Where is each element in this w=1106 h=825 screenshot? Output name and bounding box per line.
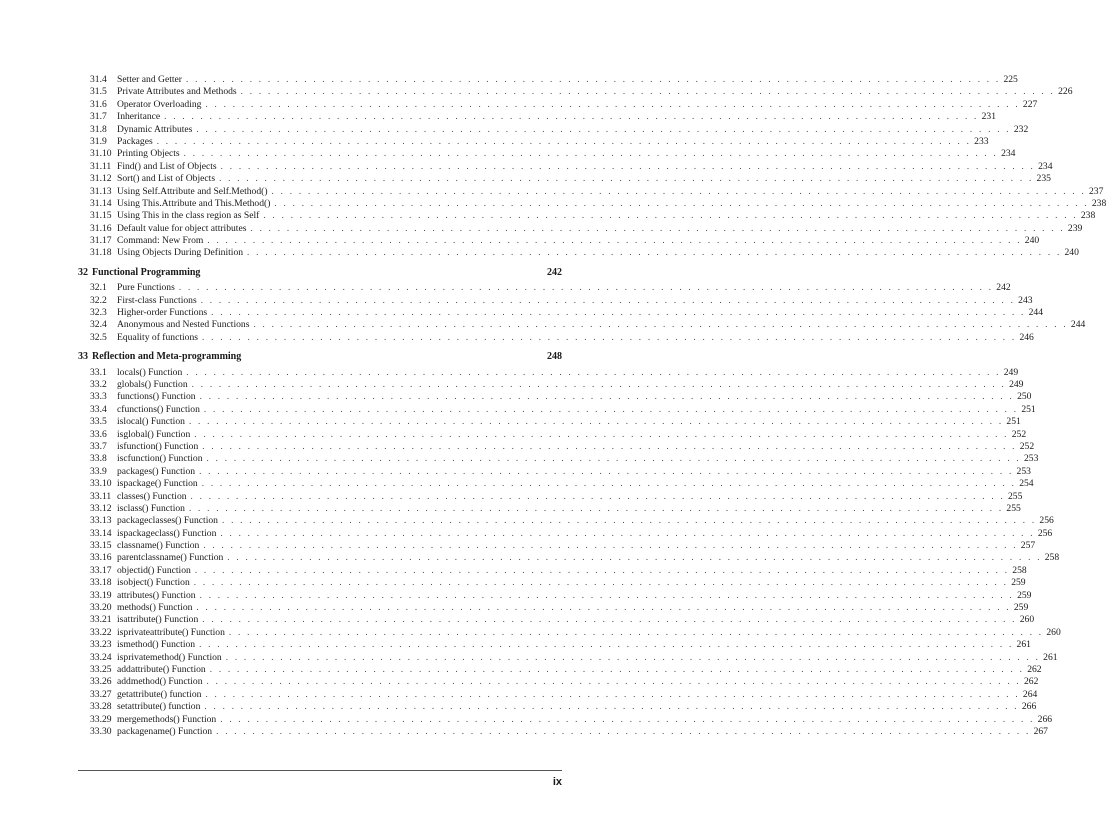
toc-title: Equality of functions — [117, 331, 198, 343]
toc-title: iscfunction() Function — [117, 453, 203, 465]
toc-leader-dots: . . . . . . . . . . . . . . . . . . . . . . . . . . . . . . . . . . . . . . . . . . . . . . . . . . . . . . . . . . . . . . . . . . . . . . . . . . . . . . . . . . . . . . . . . . — [206, 676, 1021, 687]
toc-title: ismethod() Function — [117, 639, 196, 651]
toc-leader-dots: . . . . . . . . . . . . . . . . . . . . . . . . . . . . . . . . . . . . . . . . . . . . . . . . . . . . . . . . . . . . . . . . . . . . . . . . . . . . . . . . . . . . . . . . . . — [191, 378, 1007, 389]
toc-title: isglobal() Function — [117, 428, 191, 440]
toc-number: 33.13 — [90, 515, 112, 527]
toc-number: 33.22 — [90, 626, 112, 638]
toc-leader-dots: . . . . . . . . . . . . . . . . . . . . . . . . . . . . . . . . . . . . . . . . . . . . . . . . . . . . . . . . . . . . . . . . . . . . . . . . . . . . . . . . . . . . . . . . . . — [271, 185, 1086, 196]
toc-entry[interactable] — [78, 147, 1016, 160]
toc-leader-dots: . . . . . . . . . . . . . . . . . . . . . . . . . . . . . . . . . . . . . . . . . . . . . . . . . . . . . . . . . . . . . . . . . . . . . . . . . . . . . . . . . . . . . . . . . . — [221, 515, 1037, 526]
toc-entry[interactable] — [78, 246, 1079, 259]
toc-leader-dots: . . . . . . . . . . . . . . . . . . . . . . . . . . . . . . . . . . . . . . . . . . . . . . . . . . . . . . . . . . . . . . . . . . . . . . . . . . . . . . . . . . . . . . . . . . — [216, 725, 1031, 736]
toc-leader-dots: . . . . . . . . . . . . . . . . . . . . . . . . . . . . . . . . . . . . . . . . . . . . . . . . . . . . . . . . . . . . . . . . . . . . . . . . . . . . . . . . . . . . . . . . . . — [204, 701, 1019, 712]
toc-entry[interactable] — [78, 197, 1106, 209]
toc-title: isclass() Function — [117, 502, 185, 514]
toc-title: Inheritance — [117, 111, 161, 123]
toc-number: 32.1 — [90, 282, 107, 294]
toc-entry[interactable] — [78, 172, 1051, 185]
toc-leader-dots: . . . . . . . . . . . . . . . . . . . . . . . . . . . . . . . . . . . . . . . . . . . . . . . . . . . . . . . . . . . . . . . . . . . . . . . . . . . . . . . . . . . . . . . . . . — [263, 210, 1078, 221]
toc-page-number: 267 — [1033, 725, 1048, 737]
toc-number: 31.11 — [90, 160, 112, 172]
toc-entry[interactable] — [78, 465, 1031, 477]
toc-entry[interactable] — [78, 85, 1073, 98]
toc-number: 33.28 — [90, 701, 112, 713]
toc-leader-dots: . . . . . . . . . . . . . . . . . . . . . . . . . . . . . . . . . . . . . . . . . . . . . . . . . . . . . . . . . . . . . . . . . . . . . . . . . . . . . . . . . . . . . . . . . . — [206, 453, 1021, 464]
toc-title: parentclassname() Function — [117, 552, 224, 564]
toc-page-number: 251 — [1021, 403, 1036, 415]
toc-page-number: 249 — [1003, 366, 1019, 378]
toc-leader-dots: . . . . . . . . . . . . . . . . . . . . . . . . . . . . . . . . . . . . . . . . . . . . . . . . . . . . . . . . . . . . . . . . . . . . . . . . . . . . . . . . . . . . . . . . . . — [186, 366, 1001, 377]
toc-number: 33.30 — [90, 725, 112, 737]
toc-page-number: 256 — [1039, 515, 1054, 527]
toc-leader-dots: . . . . . . . . . . . . . . . . . . . . . . . . . . . . . . . . . . . . . . . . . . . . . . . . . . . . . . . . . . . . . . . . . . . . . . . . . . . . . . . . . . . . . . . . . . — [228, 626, 1044, 637]
toc-entry[interactable] — [78, 403, 1036, 415]
toc-entry[interactable] — [78, 452, 1039, 465]
toc-number: 31.10 — [90, 148, 112, 160]
toc-page-number: 253 — [1016, 465, 1031, 477]
toc-page-number: 231 — [981, 111, 996, 123]
toc-title: globals() Function — [117, 378, 188, 390]
toc-page-number: 252 — [1011, 428, 1027, 440]
toc-leader-dots: . . . . . . . . . . . . . . . . . . . . . . . . . . . . . . . . . . . . . . . . . . . . . . . . . . . . . . . . . . . . . . . . . . . . . . . . . . . . . . . . . . . . . . . . . . — [203, 403, 1019, 414]
toc-page-number: 262 — [1027, 663, 1042, 675]
toc-title: setattribute() function — [117, 701, 201, 713]
toc-title: Using Objects During Definition — [117, 247, 244, 259]
toc-page-number: 260 — [1019, 614, 1035, 626]
table-of-contents — [78, 73, 1106, 737]
toc-page-number: 250 — [1017, 391, 1032, 403]
toc-entry[interactable] — [78, 626, 1061, 638]
toc-page-number: 248 — [547, 351, 562, 363]
toc-page-number: 242 — [996, 282, 1011, 294]
toc-number: 31.7 — [90, 111, 107, 123]
toc-entry[interactable] — [78, 613, 1035, 626]
toc-leader-dots: . . . . . . . . . . . . . . . . . . . . . . . . . . . . . . . . . . . . . . . . . . . . . . . . . . . . . . . . . . . . . . . . . . . . . . . . . . . . . . . . . . . . . . . . . . — [194, 428, 1009, 439]
toc-entry[interactable] — [78, 527, 1053, 539]
toc-entry[interactable] — [78, 331, 1034, 343]
toc-page-number: 234 — [1001, 148, 1016, 160]
toc-page-number: 258 — [1044, 552, 1060, 564]
toc-title: isprivateattribute() Function — [117, 626, 225, 638]
toc-page-number: 237 — [1089, 185, 1104, 197]
toc-number: 33.17 — [90, 564, 112, 576]
toc-number: 33.12 — [90, 502, 112, 514]
toc-title: attributes() Function — [117, 589, 196, 601]
toc-page-number: 235 — [1036, 173, 1051, 185]
toc-title: Using This.Attribute and This.Method() — [117, 197, 271, 209]
toc-number: 33.23 — [90, 639, 112, 651]
toc-title: classname() Function — [117, 540, 200, 552]
toc-title: getattribute() function — [117, 688, 202, 700]
toc-number: 33.7 — [90, 440, 107, 452]
toc-number: 32.5 — [90, 331, 107, 343]
toc-page-number: 240 — [1024, 235, 1040, 247]
toc-title: Pure Functions — [117, 282, 175, 294]
toc-leader-dots: . . . . . . . . . . . . . . . . . . . . . . . . . . . . . . . . . . . . . . . . . . . . . . . . . . . . . . . . . . . . . . . . . . . . . . . . . . . . . . . . . . . . . . . . . . — [193, 577, 1009, 588]
toc-entry[interactable] — [78, 564, 1027, 576]
toc-entry[interactable] — [78, 135, 989, 147]
toc-page-number: 252 — [1019, 440, 1035, 452]
toc-leader-dots: . . . . . . . . . . . . . . . . . . . . . . . . . . . . . . . . . . . . . . . . . . . . . . . . . . . . . . . . . . . . . . . . . . . . . . . . . . . . . . . . . . . . . . . . . . — [199, 465, 1014, 476]
toc-page-number: 256 — [1037, 527, 1053, 539]
toc-leader-dots: . . . . . . . . . . . . . . . . . . . . . . . . . . . . . . . . . . . . . . . . . . . . . . . . . . . . . . . . . . . . . . . . . . . . . . . . . . . . . . . . . . . . . . . . . . — [247, 247, 1062, 258]
toc-number: 33.9 — [90, 465, 107, 477]
toc-number: 33 — [78, 351, 88, 363]
toc-page-number: 266 — [1021, 701, 1037, 713]
toc-leader-dots: . . . . . . . . . . . . . . . . . . . . . . . . . . . . . . . . . . . . . . . . . . . . . . . . . . . . . . . . . . . . . . . . . . . . . . . . . . . . . . . . . . . . . . . . . . — [209, 663, 1025, 674]
toc-leader-dots: . . . . . . . . . . . . . . . . . . . . . . . . . . . . . . . . . . . . . . . . . . . . . . . . . . . . . . . . . . . . . . . . . . . . . . . . . . . . . . . . . . . . . . . . . . — [220, 713, 1035, 724]
toc-entry[interactable] — [78, 428, 1027, 440]
toc-leader-dots: . . . . . . . . . . . . . . . . . . . . . . . . . . . . . . . . . . . . . . . . . . . . . . . . . . . . . . . . . . . . . . . . . . . . . . . . . . . . . . . . . . . . . . . . . . — [250, 222, 1065, 233]
toc-leader-dots: . . . . . . . . . . . . . . . . . . . . . . . . . . . . . . . . . . . . . . . . . . . . . . . . . . . . . . . . . . . . . . . . . . . . . . . . . . . . . . . . . . . . . . . . . . — [240, 86, 1056, 97]
toc-title: ispackageclass() Function — [117, 527, 217, 539]
toc-entry[interactable] — [78, 651, 1058, 663]
toc-number: 31.6 — [90, 98, 107, 110]
toc-title: Higher-order Functions — [117, 307, 208, 319]
toc-page-number: 233 — [974, 135, 989, 147]
toc-number: 31.15 — [90, 210, 112, 222]
toc-entry[interactable] — [78, 638, 1031, 651]
toc-title: First-class Functions — [117, 294, 197, 306]
toc-number: 33.24 — [90, 651, 112, 663]
toc-title: addmethod() Function — [117, 676, 203, 688]
toc-number: 33.6 — [90, 428, 107, 440]
toc-number: 33.10 — [90, 478, 112, 490]
toc-number: 31.16 — [90, 222, 112, 234]
toc-page-number: 266 — [1037, 713, 1053, 725]
toc-number: 33.20 — [90, 602, 112, 614]
toc-number: 33.15 — [90, 540, 112, 552]
toc-entry[interactable] — [78, 502, 1021, 514]
toc-leader-dots: . . . . . . . . . . . . . . . . . . . . . . . . . . . . . . . . . . . . . . . . . . . . . . . . . . . . . . . . . . . . . . . . . . . . . . . . . . . . . . . . . . . . . . . . . . — [220, 527, 1035, 538]
toc-entry[interactable] — [78, 185, 1104, 197]
toc-page-number: 240 — [1064, 247, 1079, 259]
toc-entry[interactable] — [78, 98, 1038, 110]
footer-rule — [78, 770, 562, 771]
toc-title: isprivatemethod() Function — [117, 651, 222, 663]
toc-number: 32.4 — [90, 319, 107, 331]
toc-page-number: 264 — [1022, 688, 1038, 700]
toc-entry[interactable] — [78, 123, 1029, 135]
toc-title: Find() and List of Objects — [117, 160, 217, 172]
toc-entry[interactable] — [78, 688, 1038, 700]
toc-number: 33.3 — [90, 391, 107, 403]
toc-entry[interactable] — [78, 551, 1060, 564]
toc-entry[interactable] — [78, 209, 1096, 222]
toc-number: 32.3 — [90, 307, 107, 319]
toc-leader-dots: . . . . . . . . . . . . . . . . . . . . . . . . . . . . . . . . . . . . . . . . . . . . . . . . . . . . . . . . . . . . . . . . . . . . . . . . . . . . . . . . . . . . . . . . . . — [183, 148, 999, 159]
toc-entry[interactable] — [78, 306, 1043, 319]
toc-page-number: 261 — [1016, 639, 1031, 651]
toc-title: classes() Function — [117, 490, 187, 502]
toc-entry[interactable] — [78, 576, 1026, 589]
toc-entry[interactable] — [78, 378, 1024, 390]
toc-title: Private Attributes and Methods — [117, 86, 237, 98]
toc-page-number: 259 — [1013, 602, 1029, 614]
toc-page-number: 253 — [1023, 453, 1039, 465]
toc-leader-dots: . . . . . . . . . . . . . . . . . . . . . . . . . . . . . . . . . . . . . . . . . . . . . . . . . . . . . . . . . . . . . . . . . . . . . . . . . . . . . . . . . . . . . . . . . . — [178, 282, 994, 293]
toc-page-number: 255 — [1006, 502, 1021, 514]
toc-title: isattribute() Function — [117, 614, 199, 626]
toc-title: methods() Function — [117, 602, 193, 614]
toc-number: 33.19 — [90, 589, 112, 601]
toc-leader-dots: . . . . . . . . . . . . . . . . . . . . . . . . . . . . . . . . . . . . . . . . . . . . . . . . . . . . . . . . . . . . . . . . . . . . . . . . . . . . . . . . . . . . . . . . . . — [201, 478, 1017, 489]
toc-page-number: 260 — [1046, 626, 1061, 638]
toc-number: 33.26 — [90, 676, 112, 688]
toc-title: Printing Objects — [117, 148, 180, 160]
toc-page-number: 227 — [1022, 98, 1038, 110]
toc-leader-dots: . . . . . . . . . . . . . . . . . . . . . . . . . . . . . . . . . . . . . . . . . . . . . . . . . . . . . . . . . . . . . . . . . . . . . . . . . . . . . . . . . . . . . . . . . . — [225, 651, 1041, 662]
toc-leader-dots: . . . . . . . . . . . . . . . . . . . . . . . . . . . . . . . . . . . . . . . . . . . . . . . . . . . . . . . . . . . . . . . . . . . . . . . . . . . . . . . . . . . . . . . . . . — [200, 294, 1016, 305]
toc-leader-dots: . . . . . . . . . . . . . . . . . . . . . . . . . . . . . . . . . . . . . . . . . . . . . . . . . . . . . . . . . . . . . . . . . . . . . . . . . . . . . . . . . . . . . . . . . . — [199, 639, 1014, 650]
toc-entry[interactable] — [78, 663, 1042, 675]
toc-leader-dots: . . . . . . . . . . . . . . . . . . . . . . . . . . . . . . . . . . . . . . . . . . . . . . . . . . . . . . . . . . . . . . . . . . . . . . . . . . . . . . . . . . . . . . . . . . — [274, 197, 1089, 208]
toc-page-number: 244 — [1070, 319, 1086, 331]
toc-title: isobject() Function — [117, 577, 190, 589]
toc-title: ispackage() Function — [117, 478, 198, 490]
toc-entry[interactable] — [78, 675, 1039, 688]
toc-leader-dots: . . . . . . . . . . . . . . . . . . . . . . . . . . . . . . . . . . . . . . . . . . . . . . . . . . . . . . . . . . . . . . . . . . . . . . . . . . . . . . . . . . . . . . . . . . — [202, 331, 1017, 342]
toc-number: 33.1 — [90, 366, 107, 378]
toc-title: islocal() Function — [117, 416, 185, 428]
toc-page-number: 234 — [1038, 160, 1053, 172]
toc-entry[interactable] — [78, 539, 1036, 552]
toc-number: 31.14 — [90, 197, 112, 209]
toc-page-number: 242 — [547, 266, 562, 278]
toc-number: 33.16 — [90, 552, 112, 564]
toc-entry[interactable] — [78, 490, 1023, 502]
toc-title: isfunction() Function — [117, 440, 199, 452]
toc-page-number: 226 — [1058, 86, 1073, 98]
toc-page-number: 257 — [1020, 540, 1036, 552]
toc-leader-dots: . . . . . . . . . . . . . . . . . . . . . . . . . . . . . . . . . . . . . . . . . . . . . . . . . . . . . . . . . . . . . . . . . . . . . . . . . . . . . . . . . . . . . . . . . . — [211, 307, 1026, 318]
toc-title: Packages — [117, 135, 153, 147]
toc-leader-dots: . . . . . . . . . . . . . . . . . . . . . . . . . . . . . . . . . . . . . . . . . . . . . . . . . . . . . . . . . . . . . . . . . . . . . . . . . . . . . . . . . . . . . . . . . . — [207, 235, 1022, 246]
toc-entry[interactable] — [78, 366, 1019, 378]
toc-chapter[interactable] — [78, 267, 562, 279]
toc-page-number: 238 — [1091, 197, 1106, 209]
footer-page-number: ix — [552, 776, 562, 788]
toc-title: addattribute() Function — [117, 663, 206, 675]
toc-leader-dots: . . . . . . . . . . . . . . . . . . . . . . . . . . . . . . . . . . . . . . . . . . . . . . . . . . . . . . . . . . . . . . . . . . . . . . . . . . . . . . . . . . . . . . . . . . — [194, 564, 1010, 575]
toc-page-number: 255 — [1008, 490, 1023, 502]
toc-title: Anonymous and Nested Functions — [117, 319, 250, 331]
toc-entry[interactable] — [78, 318, 1086, 331]
toc-number: 31.18 — [90, 247, 112, 259]
toc-page-number: 259 — [1017, 589, 1032, 601]
toc-leader-dots: . . . . . . . . . . . . . . . . . . . . . . . . . . . . . . . . . . . . . . . . . . . . . . . . . . . . . . . . . . . . . . . . . . . . . . . . . . . . . . . . . . . . . . . . . . — [188, 416, 1004, 427]
toc-leader-dots: . . . . . . . . . . . . . . . . . . . . . . . . . . . . . . . . . . . . . . . . . . . . . . . . . . . . . . . . . . . . . . . . . . . . . . . . . . . . . . . . . . . . . . . . . . — [199, 589, 1015, 600]
toc-number: 32.2 — [90, 294, 107, 306]
toc-leader-dots: . . . . . . . . . . . . . . . . . . . . . . . . . . . . . . . . . . . . . . . . . . . . . . . . . . . . . . . . . . . . . . . . . . . . . . . . . . . . . . . . . . . . . . . . . . — [190, 490, 1005, 501]
toc-number: 32 — [78, 266, 88, 278]
toc-entry[interactable] — [78, 281, 1011, 294]
toc-title: Reflection and Meta-programming — [92, 351, 242, 363]
toc-page-number: 262 — [1023, 676, 1039, 688]
toc-title: objectid() Function — [117, 564, 191, 576]
toc-entry[interactable] — [78, 514, 1054, 527]
toc-title: locals() Function — [117, 366, 183, 378]
toc-number: 33.27 — [90, 688, 112, 700]
toc-page-number: 251 — [1006, 416, 1021, 428]
toc-title: Using This in the class region as Self — [117, 210, 260, 222]
toc-page-number: 239 — [1067, 222, 1083, 234]
toc-number: 31.13 — [90, 185, 112, 197]
toc-entry[interactable] — [78, 725, 1048, 737]
toc-leader-dots: . . . . . . . . . . . . . . . . . . . . . . . . . . . . . . . . . . . . . . . . . . . . . . . . . . . . . . . . . . . . . . . . . . . . . . . . . . . . . . . . . . . . . . . . . . — [196, 123, 1011, 134]
toc-number: 31.9 — [90, 135, 107, 147]
toc-entry[interactable] — [78, 73, 1018, 85]
toc-title: packageclasses() Function — [117, 515, 218, 527]
toc-leader-dots: . . . . . . . . . . . . . . . . . . . . . . . . . . . . . . . . . . . . . . . . . . . . . . . . . . . . . . . . . . . . . . . . . . . . . . . . . . . . . . . . . . . . . . . . . . — [220, 160, 1036, 171]
toc-number: 33.18 — [90, 577, 112, 589]
toc-title: Using Self.Attribute and Self.Method() — [117, 185, 268, 197]
toc-leader-dots: . . . . . . . . . . . . . . . . . . . . . . . . . . . . . . . . . . . . . . . . . . . . . . . . . . . . . . . . . . . . . . . . . . . . . . . . . . . . . . . . . . . . . . . . . . — [156, 135, 972, 146]
toc-entry[interactable] — [78, 160, 1053, 172]
toc-entry[interactable] — [78, 713, 1053, 725]
toc-leader-dots: . . . . . . . . . . . . . . . . . . . . . . . . . . . . . . . . . . . . . . . . . . . . . . . . . . . . . . . . . . . . . . . . . . . . . . . . . . . . . . . . . . . . . . . . . . — [188, 502, 1004, 513]
toc-number: 33.2 — [90, 378, 107, 390]
toc-title: Functional Programming — [92, 266, 201, 278]
toc-leader-dots: . . . . . . . . . . . . . . . . . . . . . . . . . . . . . . . . . . . . . . . . . . . . . . . . . . . . . . . . . . . . . . . . . . . . . . . . . . . . . . . . . . . . . . . . . . — [199, 391, 1015, 402]
toc-entry[interactable] — [78, 440, 1035, 452]
toc-title: functions() Function — [117, 391, 196, 403]
toc-number: 33.4 — [90, 403, 107, 415]
toc-chapter[interactable] — [78, 351, 562, 363]
toc-leader-dots: . . . . . . . . . . . . . . . . . . . . . . . . . . . . . . . . . . . . . . . . . . . . . . . . . . . . . . . . . . . . . . . . . . . . . . . . . . . . . . . . . . . . . . . . . . — [253, 319, 1068, 330]
toc-number: 31.8 — [90, 123, 107, 135]
toc-page-number: 259 — [1011, 577, 1026, 589]
toc-page-number: 238 — [1080, 210, 1096, 222]
toc-title: Default value for object attributes — [117, 222, 247, 234]
toc-leader-dots: . . . . . . . . . . . . . . . . . . . . . . . . . . . . . . . . . . . . . . . . . . . . . . . . . . . . . . . . . . . . . . . . . . . . . . . . . . . . . . . . . . . . . . . . . . — [219, 173, 1034, 184]
toc-page-number: 225 — [1003, 74, 1018, 85]
toc-leader-dots: . . . . . . . . . . . . . . . . . . . . . . . . . . . . . . . . . . . . . . . . . . . . . . . . . . . . . . . . . . . . . . . . . . . . . . . . . . . . . . . . . . . . . . . . . . — [202, 440, 1017, 451]
toc-number: 33.25 — [90, 663, 112, 675]
toc-number: 33.29 — [90, 713, 112, 725]
toc-entry[interactable] — [78, 700, 1037, 713]
toc-title: Operator Overloading — [117, 98, 202, 110]
toc-number: 31.5 — [90, 86, 107, 98]
toc-leader-dots: . . . . . . . . . . . . . . . . . . . . . . . . . . . . . . . . . . . . . . . . . . . . . . . . . . . . . . . . . . . . . . . . . . . . . . . . . . . . . . . . . . . . . . . . . . — [164, 111, 979, 122]
toc-leader-dots: . . . . . . . . . . . . . . . . . . . . . . . . . . . . . . . . . . . . . . . . . . . . . . . . . . . . . . . . . . . . . . . . . . . . . . . . . . . . . . . . . . . . . . . . . . — [202, 614, 1017, 625]
toc-title: Setter and Getter — [117, 74, 182, 85]
toc-title: packages() Function — [117, 465, 196, 477]
toc-number: 33.8 — [90, 453, 107, 465]
toc-leader-dots: . . . . . . . . . . . . . . . . . . . . . . . . . . . . . . . . . . . . . . . . . . . . . . . . . . . . . . . . . . . . . . . . . . . . . . . . . . . . . . . . . . . . . . . . . . — [227, 552, 1042, 563]
toc-number: 33.5 — [90, 416, 107, 428]
toc-title: Sort() and List of Objects — [117, 173, 216, 185]
toc-page-number: 246 — [1019, 331, 1034, 343]
toc-page-number: 243 — [1018, 294, 1033, 306]
toc-number: 33.21 — [90, 614, 112, 626]
toc-number: 33.14 — [90, 527, 112, 539]
toc-number: 33.11 — [90, 490, 112, 502]
toc-number: 31.17 — [90, 235, 112, 247]
toc-leader-dots: . . . . . . . . . . . . . . . . . . . . . . . . . . . . . . . . . . . . . . . . . . . . . . . . . . . . . . . . . . . . . . . . . . . . . . . . . . . . . . . . . . . . . . . . . . — [203, 540, 1018, 551]
toc-leader-dots: . . . . . . . . . . . . . . . . . . . . . . . . . . . . . . . . . . . . . . . . . . . . . . . . . . . . . . . . . . . . . . . . . . . . . . . . . . . . . . . . . . . . . . . . . . — [196, 602, 1011, 613]
toc-entry[interactable] — [78, 589, 1032, 601]
toc-title: Command: New From — [117, 235, 204, 247]
toc-page-number: 232 — [1013, 123, 1029, 135]
toc-entry[interactable] — [78, 415, 1021, 428]
toc-entry[interactable] — [78, 294, 1033, 306]
toc-title: packagename() Function — [117, 725, 213, 737]
toc-leader-dots: . . . . . . . . . . . . . . . . . . . . . . . . . . . . . . . . . . . . . . . . . . . . . . . . . . . . . . . . . . . . . . . . . . . . . . . . . . . . . . . . . . . . . . . . . . — [205, 688, 1020, 699]
toc-page-number: 254 — [1019, 478, 1034, 490]
toc-entry[interactable] — [78, 601, 1029, 614]
toc-title: cfunctions() Function — [117, 403, 200, 415]
toc-title: Dynamic Attributes — [117, 123, 193, 135]
toc-page-number: 244 — [1028, 307, 1043, 319]
toc-entry[interactable] — [78, 222, 1083, 234]
toc-entry[interactable] — [78, 234, 1040, 247]
toc-leader-dots: . . . . . . . . . . . . . . . . . . . . . . . . . . . . . . . . . . . . . . . . . . . . . . . . . . . . . . . . . . . . . . . . . . . . . . . . . . . . . . . . . . . . . . . . . . — [186, 74, 1001, 84]
toc-title: mergemethods() Function — [117, 713, 217, 725]
toc-entry[interactable] — [78, 477, 1034, 490]
toc-number: 31.12 — [90, 173, 112, 185]
toc-number: 31.4 — [90, 74, 107, 85]
toc-page-number: 261 — [1043, 651, 1058, 663]
toc-page-number: 249 — [1009, 378, 1024, 390]
toc-leader-dots: . . . . . . . . . . . . . . . . . . . . . . . . . . . . . . . . . . . . . . . . . . . . . . . . . . . . . . . . . . . . . . . . . . . . . . . . . . . . . . . . . . . . . . . . . . — [205, 98, 1020, 109]
toc-entry[interactable] — [78, 390, 1032, 403]
toc-page-number: 258 — [1012, 564, 1027, 576]
toc-entry[interactable] — [78, 110, 996, 123]
